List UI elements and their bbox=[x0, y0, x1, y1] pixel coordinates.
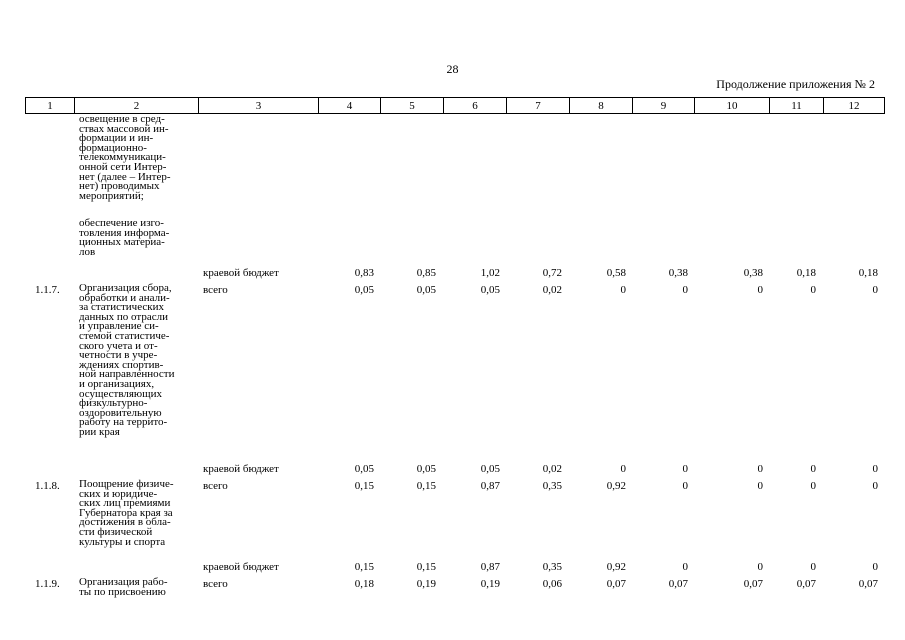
row-description: Организация сбора, обработки и анали- за статистических данных по отрасли и управление си- стемой статистиче- ского учета и от- четности в учре- ждениях спортив- ной направленности и организациях, осуществляющих физкультурно- оздоровительную работу на террито- рии края bbox=[79, 282, 175, 438]
row-value: 0 bbox=[872, 284, 878, 296]
row-value: 0,05 bbox=[354, 463, 374, 475]
row-value: 0,05 bbox=[480, 284, 500, 296]
col-header-12: 12 bbox=[824, 98, 885, 114]
row-value: 0,18 bbox=[858, 267, 878, 279]
col-header-5: 5 bbox=[381, 98, 444, 114]
row-value: 0,15 bbox=[416, 480, 436, 492]
row-value: 0,35 bbox=[542, 561, 562, 573]
row-value: 0,85 bbox=[416, 267, 436, 279]
col-header-4: 4 bbox=[319, 98, 381, 114]
col-header-1: 1 bbox=[26, 98, 75, 114]
row-value: 0,06 bbox=[542, 578, 562, 590]
row-value: 0 bbox=[810, 463, 816, 475]
row-source: краевой бюджет bbox=[203, 267, 279, 279]
row-value: 0,05 bbox=[480, 463, 500, 475]
row-value: 0,92 bbox=[606, 561, 626, 573]
row-value: 0 bbox=[682, 284, 688, 296]
continuation-note: Продолжение приложения № 2 bbox=[716, 77, 875, 91]
continued-text-2: обеспечение изго- товления информа- ционных материа- лов bbox=[79, 217, 170, 258]
row-id: 1.1.7. bbox=[35, 284, 60, 296]
col-header-10: 10 bbox=[695, 98, 770, 114]
row-value: 0,18 bbox=[354, 578, 374, 590]
row-value: 0 bbox=[620, 284, 626, 296]
col-header-7: 7 bbox=[507, 98, 570, 114]
col-header-6: 6 bbox=[444, 98, 507, 114]
row-value: 0 bbox=[757, 284, 763, 296]
row-value: 0 bbox=[682, 561, 688, 573]
column-header-table bbox=[25, 97, 885, 114]
row-value: 0,05 bbox=[416, 463, 436, 475]
row-value: 0,02 bbox=[542, 463, 562, 475]
row-value: 0,92 bbox=[606, 480, 626, 492]
row-description: Поощрение физиче- ских и юридиче- ских лиц премиями Губернатора края за достижения в обла- сти физической культуры и спорта bbox=[79, 478, 174, 548]
row-value: 0 bbox=[757, 561, 763, 573]
row-value: 0,18 bbox=[796, 267, 816, 279]
row-value: 0,83 bbox=[354, 267, 374, 279]
row-value: 0,15 bbox=[416, 561, 436, 573]
row-value: 0,05 bbox=[416, 284, 436, 296]
row-value: 0,02 bbox=[542, 284, 562, 296]
row-value: 0 bbox=[682, 463, 688, 475]
row-value: 0 bbox=[872, 480, 878, 492]
row-value: 0,07 bbox=[743, 578, 763, 590]
row-source: всего bbox=[203, 578, 228, 590]
row-value: 0 bbox=[757, 480, 763, 492]
row-value: 0 bbox=[810, 561, 816, 573]
row-source: краевой бюджет bbox=[203, 463, 279, 475]
row-value: 0,58 bbox=[606, 267, 626, 279]
row-source: всего bbox=[203, 284, 228, 296]
row-value: 0 bbox=[757, 463, 763, 475]
row-id: 1.1.8. bbox=[35, 480, 60, 492]
row-source: всего bbox=[203, 480, 228, 492]
row-value: 0,38 bbox=[668, 267, 688, 279]
col-header-11: 11 bbox=[770, 98, 824, 114]
row-value: 0,35 bbox=[542, 480, 562, 492]
row-id: 1.1.9. bbox=[35, 578, 60, 590]
row-description: Организация рабо- ты по присвоению bbox=[79, 576, 168, 598]
row-value: 0 bbox=[872, 463, 878, 475]
row-value: 0,05 bbox=[354, 284, 374, 296]
row-value: 1,02 bbox=[480, 267, 500, 279]
row-value: 0,72 bbox=[542, 267, 562, 279]
row-value: 0 bbox=[682, 480, 688, 492]
row-value: 0,38 bbox=[743, 267, 763, 279]
row-value: 0,15 bbox=[354, 480, 374, 492]
row-value: 0,19 bbox=[480, 578, 500, 590]
continued-text-1: освещение в сред- ствах массовой ин- формации и ин- формационно- телекоммуникаци- онной сети Интер- нет (далее – Интер- нет) проводимых мероприятий; bbox=[79, 113, 171, 202]
row-value: 0,07 bbox=[606, 578, 626, 590]
col-header-8: 8 bbox=[570, 98, 633, 114]
row-value: 0 bbox=[810, 480, 816, 492]
row-value: 0 bbox=[620, 463, 626, 475]
row-value: 0,87 bbox=[480, 561, 500, 573]
col-header-9: 9 bbox=[633, 98, 695, 114]
row-value: 0 bbox=[810, 284, 816, 296]
row-value: 0,07 bbox=[668, 578, 688, 590]
col-header-2: 2 bbox=[75, 98, 199, 114]
row-value: 0,15 bbox=[354, 561, 374, 573]
row-source: краевой бюджет bbox=[203, 561, 279, 573]
row-value: 0,07 bbox=[858, 578, 878, 590]
row-value: 0 bbox=[872, 561, 878, 573]
col-header-3: 3 bbox=[199, 98, 319, 114]
row-value: 0,07 bbox=[796, 578, 816, 590]
row-value: 0,19 bbox=[416, 578, 436, 590]
row-value: 0,87 bbox=[480, 480, 500, 492]
page-number: 28 bbox=[446, 62, 459, 76]
